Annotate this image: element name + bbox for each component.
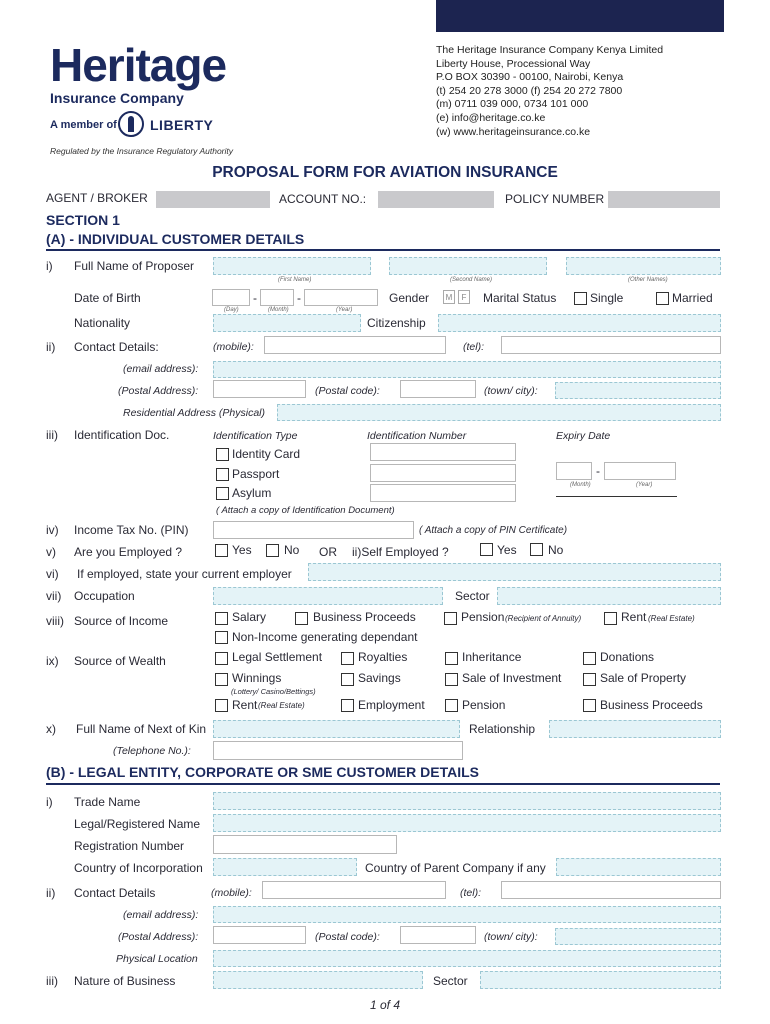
residential-field[interactable] [277,404,721,421]
page-number: 1 of 4 [369,998,401,1012]
sector-field[interactable] [497,587,721,605]
expiry-underline [556,496,677,497]
member-of-label: A member of [50,119,117,131]
married-checkbox[interactable] [656,292,669,305]
other-names-hint: (Other Names) [628,277,668,283]
sale-investment-label: Sale of Investment [462,671,562,685]
email-b-field[interactable] [213,906,721,923]
salary-label: Salary [232,610,267,624]
id-number-field-2[interactable] [370,464,516,482]
address-mobile: (m) 0711 039 000, 0734 101 000 [436,98,589,111]
address-phone: (t) 254 20 278 3000 (f) 254 20 272 7800 [436,84,623,97]
relationship-label: Relationship [469,722,536,736]
employed-no-label: No [284,543,300,557]
expiry-year-field[interactable] [604,462,676,480]
real-estate-hint: (Real Estate) [648,614,695,623]
mobile-b-field[interactable] [262,881,446,899]
item-number: vi) [46,567,59,581]
pension-checkbox[interactable] [444,612,457,625]
tel-field[interactable] [501,336,721,354]
address-email: (e) info@heritage.co.ke [436,111,546,124]
real-estate-hint: (Real Estate) [258,701,305,710]
pension-wealth-label: Pension [462,698,506,712]
winnings-checkbox[interactable] [215,673,228,686]
inheritance-checkbox[interactable] [445,652,458,665]
employed-no-checkbox[interactable] [266,544,279,557]
town-b-field[interactable] [555,928,721,945]
pin-field[interactable] [213,521,414,539]
reg-number-label: Registration Number [74,839,185,853]
tel-b-label: (tel): [460,887,481,899]
item-number: ii) [46,886,56,900]
second-name-hint: (Second Name) [450,277,493,283]
expiry-date-label: Expiry Date [556,430,611,442]
business-proceeds-checkbox[interactable] [295,612,308,625]
self-employed-no-checkbox[interactable] [530,543,543,556]
gender-label: Gender [389,291,430,305]
business-proceeds-label: Business Proceeds [313,610,416,624]
logo-subtitle: Insurance Company [50,90,184,106]
inheritance-label: Inheritance [462,650,522,664]
salary-checkbox[interactable] [215,612,228,625]
item-number: i) [46,259,53,273]
source-income-label: Source of Income [74,614,169,628]
postal-code-b-field[interactable] [400,926,476,944]
year-hint: (Year) [336,307,353,313]
marital-status-label: Marital Status [483,291,557,305]
postal-b-field[interactable] [213,926,306,944]
recipient-annuity-hint: (Recipient of Annuity) [505,614,582,623]
self-employed-no-label: No [548,543,564,557]
self-employed-yes-label: Yes [497,543,517,557]
savings-checkbox[interactable] [341,673,354,686]
passport-label: Passport [232,467,280,481]
residential-label: Residential Address (Physical) [123,407,266,419]
postal-address-label: (Postal Address): [118,385,199,397]
trade-name-label: Trade Name [74,795,141,809]
employed-label: Are you Employed ? [74,545,183,559]
sale-property-label: Sale of Property [600,671,687,685]
first-name-hint: (First Name) [278,277,312,283]
postal-b-label: (Postal Address): [118,931,199,943]
dob-year-field[interactable] [304,289,378,306]
dob-month-field[interactable] [260,289,294,306]
pension-wealth-checkbox[interactable] [445,699,458,712]
dash: - [596,464,600,478]
section-divider [46,783,720,785]
town-field[interactable] [555,382,721,399]
month-hint: (Month) [268,307,289,313]
section-a-title: (A) - INDIVIDUAL CUSTOMER DETAILS [46,231,305,247]
identity-card-label: Identity Card [232,447,301,461]
legal-name-label: Legal/Registered Name [74,817,201,831]
company-address [436,44,663,139]
sector-label: Sector [455,589,490,603]
identity-card-checkbox[interactable] [216,448,229,461]
citizenship-label: Citizenship [367,316,426,330]
sector-b-label: Sector [433,974,468,988]
married-label: Married [672,291,713,305]
header-navy-bar [436,0,724,32]
section-1-title: SECTION 1 [46,212,120,228]
passport-checkbox[interactable] [216,468,229,481]
email-b-label: (email address): [123,909,199,921]
item-number: i) [46,795,53,809]
email-field[interactable] [213,361,721,378]
dash: - [297,291,301,305]
rent-label: Rent [621,610,647,624]
mobile-label: (mobile): [213,341,254,353]
postal-address-field[interactable] [213,380,306,398]
address-line: Liberty House, Processional Way [436,57,591,70]
tel-label: (tel): [463,341,484,353]
pension-label: Pension [461,610,505,624]
country-parent-field[interactable] [556,858,721,876]
item-number: iv) [46,523,59,537]
expiry-month-hint: (Month) [570,482,591,488]
postal-code-label: (Postal code): [315,385,380,397]
occupation-label: Occupation [74,589,135,603]
self-employed-yes-checkbox[interactable] [480,543,493,556]
nationality-field[interactable] [213,314,361,332]
next-of-kin-field[interactable] [213,720,460,738]
attach-pin-note: ( Attach a copy of PIN Certificate) [419,525,568,536]
item-number: x) [46,722,56,736]
employment-checkbox[interactable] [341,699,354,712]
relationship-field[interactable] [549,720,721,738]
asylum-label: Asylum [232,486,272,500]
expiry-year-hint: (Year) [636,482,653,488]
employment-label: Employment [358,698,425,712]
nature-business-field[interactable] [213,971,423,989]
contact-details-label: Contact Details: [74,340,159,354]
self-employed-label: ii)Self Employed ? [352,545,449,559]
nationality-label: Nationality [74,316,131,330]
asylum-checkbox[interactable] [216,487,229,500]
telephone-label: (Telephone No.): [113,745,191,757]
country-parent-label: Country of Parent Company if any [365,861,546,875]
non-income-checkbox[interactable] [215,631,228,644]
royalties-checkbox[interactable] [341,652,354,665]
or-label: OR [319,545,337,559]
business-proceeds-wealth-checkbox[interactable] [583,699,596,712]
postal-code-b-label: (Postal code): [315,931,380,943]
item-number: ix) [46,654,59,668]
first-name-field[interactable] [213,257,371,275]
single-checkbox[interactable] [574,292,587,305]
postal-code-field[interactable] [400,380,476,398]
item-number: v) [46,545,56,559]
rent-wealth-label: Rent [232,698,258,712]
dob-day-field[interactable] [212,289,250,306]
item-number: ii) [46,340,56,354]
town-label: (town/ city): [484,385,538,397]
account-no-label: ACCOUNT NO.: [279,192,367,206]
day-hint: (Day) [224,307,239,313]
address-line: P.O BOX 30390 - 00100, Nairobi, Kenya [436,71,624,84]
other-names-field[interactable] [566,257,721,275]
email-label: (email address): [123,363,199,375]
expiry-month-field[interactable] [556,462,592,480]
non-income-label: Non-Income generating dependant [232,630,418,644]
legal-name-field[interactable] [213,814,721,832]
second-name-field[interactable] [389,257,547,275]
town-b-label: (town/ city): [484,931,538,943]
next-of-kin-label: Full Name of Next of Kin [76,722,207,736]
id-number-field-1[interactable] [370,443,516,461]
employed-yes-label: Yes [232,543,252,557]
country-inc-field[interactable] [213,858,357,876]
trade-name-field[interactable] [213,792,721,810]
single-label: Single [590,291,624,305]
address-website: (w) www.heritageinsurance.co.ke [436,125,591,138]
tel-b-field[interactable] [501,881,721,899]
contact-details-b-label: Contact Details [74,886,156,900]
id-number-label: Identification Number [367,430,467,442]
source-wealth-label: Source of Wealth [74,654,166,668]
physical-location-label: Physical Location [116,953,198,965]
attach-id-note: ( Attach a copy of Identification Document) [216,505,395,516]
rent-wealth-checkbox[interactable] [215,699,228,712]
liberty-logo-icon [118,111,144,137]
liberty-label: LIBERTY [150,117,214,133]
current-employer-field[interactable] [308,563,721,581]
identification-doc-label: Identification Doc. [74,428,170,442]
account-no-field[interactable] [378,191,494,208]
section-b-title: (B) - LEGAL ENTITY, CORPORATE OR SME CUSTOMER DETAILS [46,764,479,780]
donations-label: Donations [600,650,655,664]
telephone-field[interactable] [213,741,463,760]
mobile-b-label: (mobile): [211,887,252,899]
section-divider [46,249,720,251]
sector-b-field[interactable] [480,971,721,989]
policy-number-label: POLICY NUMBER [505,192,605,206]
legal-settlement-checkbox[interactable] [215,652,228,665]
sale-property-checkbox[interactable] [583,673,596,686]
pin-label: Income Tax No. (PIN) [74,523,189,537]
id-type-label: Identification Type [213,430,298,442]
dob-label: Date of Birth [74,291,141,305]
legal-settlement-label: Legal Settlement [232,650,323,664]
royalties-label: Royalties [358,650,408,664]
occupation-field[interactable] [213,587,443,605]
address-line: The Heritage Insurance Company Kenya Limited [436,44,664,56]
nature-business-label: Nature of Business [74,974,176,988]
reg-number-field[interactable] [213,835,397,854]
form-title: PROPOSAL FORM FOR AVIATION INSURANCE [212,164,558,181]
agent-broker-field[interactable] [156,191,270,208]
item-number: iii) [46,428,58,442]
item-number: iii) [46,974,58,988]
gender-f-box[interactable]: F [458,290,470,304]
heritage-logo: Heritage [50,39,227,91]
item-number: viii) [46,614,64,628]
policy-number-field[interactable] [608,191,720,208]
rent-checkbox[interactable] [604,612,617,625]
employed-yes-checkbox[interactable] [215,544,228,557]
current-employer-label: If employed, state your current employer [77,567,292,581]
sale-investment-checkbox[interactable] [445,673,458,686]
item-number: vii) [46,589,62,603]
agent-broker-label: AGENT / BROKER [46,191,148,205]
gender-m-box[interactable]: M [443,290,455,304]
business-proceeds-wealth-label: Business Proceeds [600,698,703,712]
mobile-field[interactable] [264,336,446,354]
physical-location-field[interactable] [213,950,721,967]
country-inc-label: Country of Incorporation [74,861,203,875]
savings-label: Savings [358,671,401,685]
donations-checkbox[interactable] [583,652,596,665]
full-name-label: Full Name of Proposer [74,259,195,273]
dash: - [253,291,257,305]
lottery-hint: (Lottery/ Casino/Bettings) [231,687,316,696]
regulated-note: Regulated by the Insurance Regulatory Authority [50,146,234,156]
citizenship-field[interactable] [438,314,721,332]
id-number-field-3[interactable] [370,484,516,502]
winnings-label: Winnings [232,671,282,685]
